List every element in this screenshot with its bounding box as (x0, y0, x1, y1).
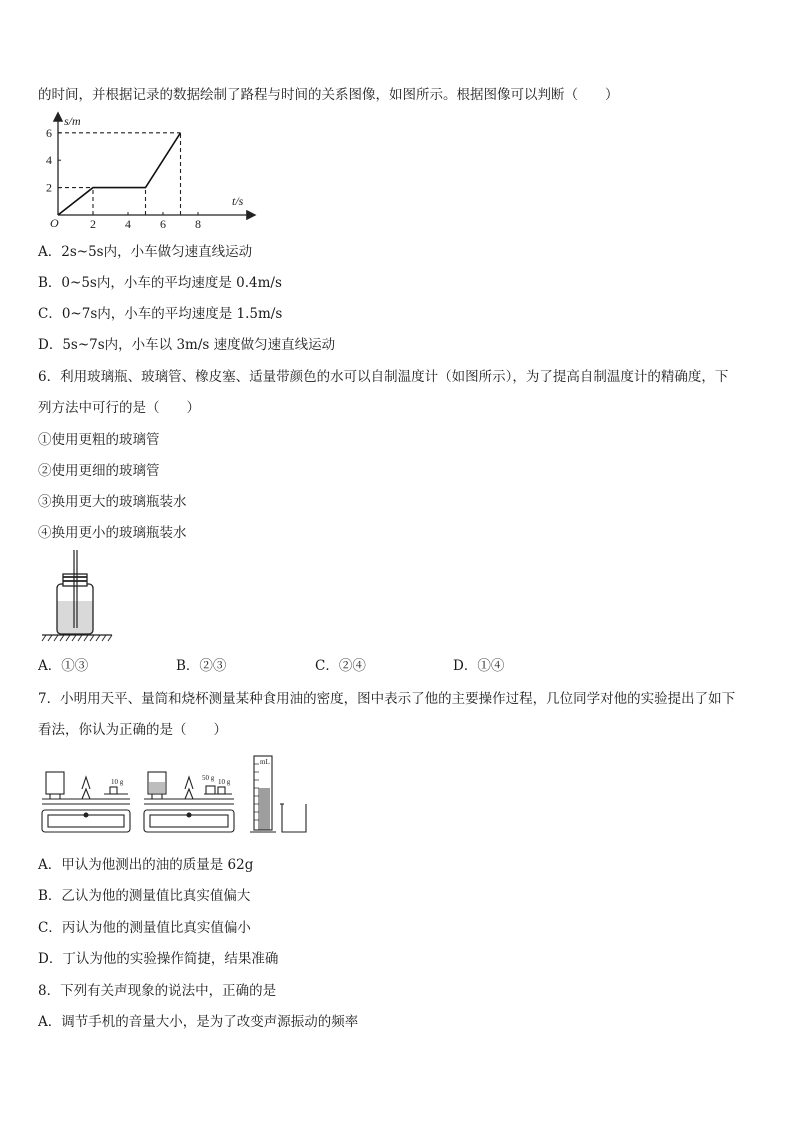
y-tick-label-0: 2 (46, 180, 52, 195)
st-graph (38, 108, 268, 238)
q6-item-1: ①使用更粗的玻璃管 (38, 432, 160, 448)
thermometer-bottle-figure (40, 548, 120, 644)
balance-1-weight-label: 10 g (111, 778, 124, 786)
q5-option-c: C．0~7s内，小车的平均速度是 1.5m/s (38, 306, 283, 322)
q6-item-4: ④换用更小的玻璃瓶装水 (38, 525, 187, 541)
q7-option-b: B．乙认为他的测量值比真实值偏大 (38, 888, 251, 904)
y-tick-label-2: 6 (46, 125, 52, 140)
graduated-cylinder (250, 756, 276, 832)
q5-stem-tail: 的时间，并根据记录的数据绘制了路程与时间的关系图像，如图所示。根据图像可以判断（ ） (38, 87, 619, 103)
y-axis-label: s/m (64, 114, 81, 128)
q5-option-a: A．2s~5s内，小车做匀速直线运动 (38, 244, 253, 260)
q6-option-d: D．①④ (453, 658, 505, 674)
q8-option-a: A．调节手机的音量大小，是为了改变声源振动的频率 (38, 1014, 359, 1030)
x-tick-label-0: 2 (90, 217, 96, 231)
q7-option-d: D．丁认为他的实验操作简捷，结果准确 (38, 951, 279, 967)
series-line-0 (58, 133, 181, 215)
q6-item-2: ②使用更细的玻璃管 (38, 463, 160, 479)
q6-stem-line1: 6．利用玻璃瓶、玻璃管、橡皮塞、适量带颜色的水可以自制温度计（如图所示），为了提高自制温度计的精确度，下 (38, 369, 729, 385)
cylinder-unit-label: mL (260, 758, 270, 766)
x-tick-label-3: 8 (195, 217, 201, 231)
q6-options-row (38, 654, 558, 674)
q5-option-b: B．0~5s内，小车的平均速度是 0.4m/s (38, 275, 282, 291)
q7-option-c: C．丙认为他的测量值比真实值偏小 (38, 920, 251, 936)
q6-option-b: B．②③ (176, 658, 227, 674)
q6-item-3: ③换用更大的玻璃瓶装水 (38, 494, 187, 510)
balance-2-weight-label-10: 10 g (218, 778, 231, 786)
q8-stem: 8．下列有关声现象的说法中，正确的是 (38, 983, 277, 999)
origin-label: O (50, 216, 59, 230)
x-tick-label-2: 6 (160, 217, 166, 231)
balance-cylinder-figure (38, 752, 314, 836)
q6-option-a: A．①③ (38, 658, 89, 674)
balance-2-weight-label-50: 50 g (202, 774, 215, 782)
y-tick-label-1: 4 (46, 153, 52, 168)
x-tick-label-1: 4 (125, 217, 131, 231)
q7-stem-line2: 看法，你认为正确的是（ ） (38, 722, 227, 738)
x-axis-label: t/s (232, 194, 244, 208)
q7-option-a: A．甲认为他测出的油的质量是 62g (38, 857, 254, 873)
empty-beaker (280, 804, 306, 832)
q5-option-d: D．5s~7s内，小车以 3m/s 速度做匀速直线运动 (38, 337, 336, 353)
q6-option-c: C．②④ (315, 658, 366, 674)
q7-stem-line1: 7．小明用天平、量筒和烧杯测量某种食用油的密度，图中表示了他的主要操作过程，几位同学对他的实验提出了如下 (38, 691, 736, 707)
q6-stem-line2: 列方法中可行的是（ ） (38, 400, 200, 416)
